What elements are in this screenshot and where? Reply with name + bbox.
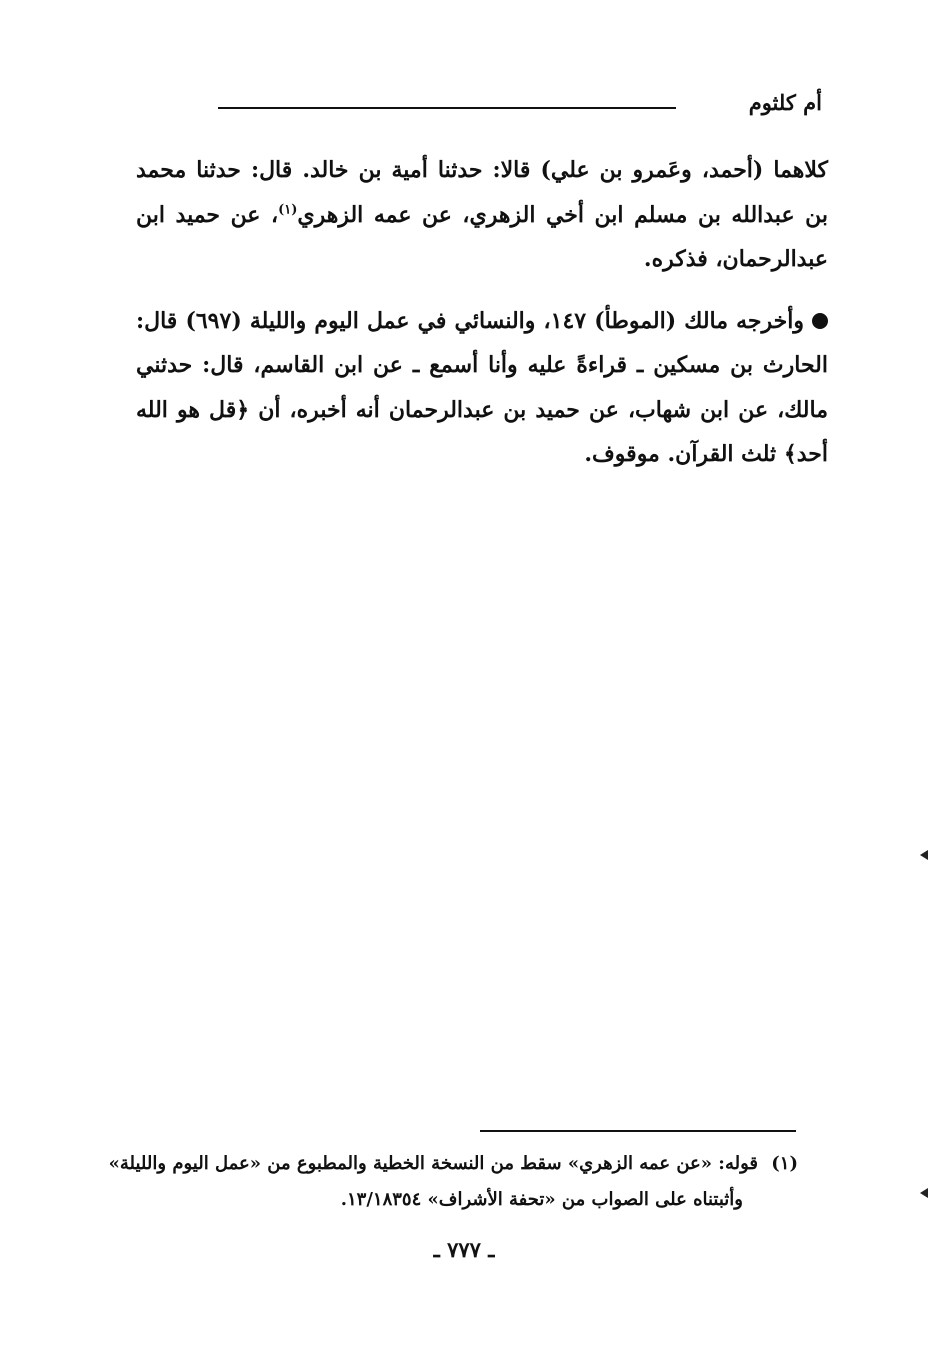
paragraph-1-text: كلاهما (أحمد، وعَمرو بن علي) قالا: حدثنا أمية بن خالد. قال: حدثنا محمد بن عبدالله بن مسلم ابن أخي الزهري، عن عمه الزهري: [136, 157, 828, 228]
footnote-1: [108, 1146, 798, 1218]
header-rule: [218, 107, 676, 109]
footnote-text-line-2: وأثبتناه على الصواب من «تحفة الأشراف» ١٣/١٨٣٥٤.: [340, 1189, 743, 1210]
paragraph-1-text-continued: ، عن حميد ابن عبدالرحمان، فذكره.: [136, 201, 828, 272]
bullet-icon: [812, 313, 828, 329]
paragraph-1: [136, 148, 828, 282]
main-text: [136, 148, 828, 477]
margin-mark-icon: [920, 1188, 928, 1198]
footnote-line: [108, 1146, 798, 1182]
page-number: ـ ٧٧٧ ـ: [433, 1237, 495, 1262]
footnote-separator: [480, 1130, 796, 1132]
running-header: [136, 88, 822, 118]
footnote-number: (١): [771, 1153, 798, 1174]
footnote-marker[interactable]: (١): [278, 202, 298, 218]
margin-mark-icon: [920, 850, 928, 860]
paragraph-2: [136, 299, 828, 477]
paragraph-2-text: وأخرجه مالك (الموطأ) ١٤٧، والنسائي في عمل اليوم والليلة (٦٩٧) قال: الحارث بن مسكين ـ قراءةً عليه وأنا أسمع ـ عن ابن القاسم، قال: حدثني مالك، عن ابن شهاب، عن حميد بن عبدالرحمان أنه أخبره، أن ﴿قل هو الله أحد﴾ ثلث القرآن. موقوف.: [136, 307, 828, 467]
header-title: أم كلثوم: [748, 90, 822, 115]
footnote-text-line-1: قوله: «عن عمه الزهري» سقط من النسخة الخطية والمطبوع من «عمل اليوم والليلة»: [108, 1153, 758, 1174]
